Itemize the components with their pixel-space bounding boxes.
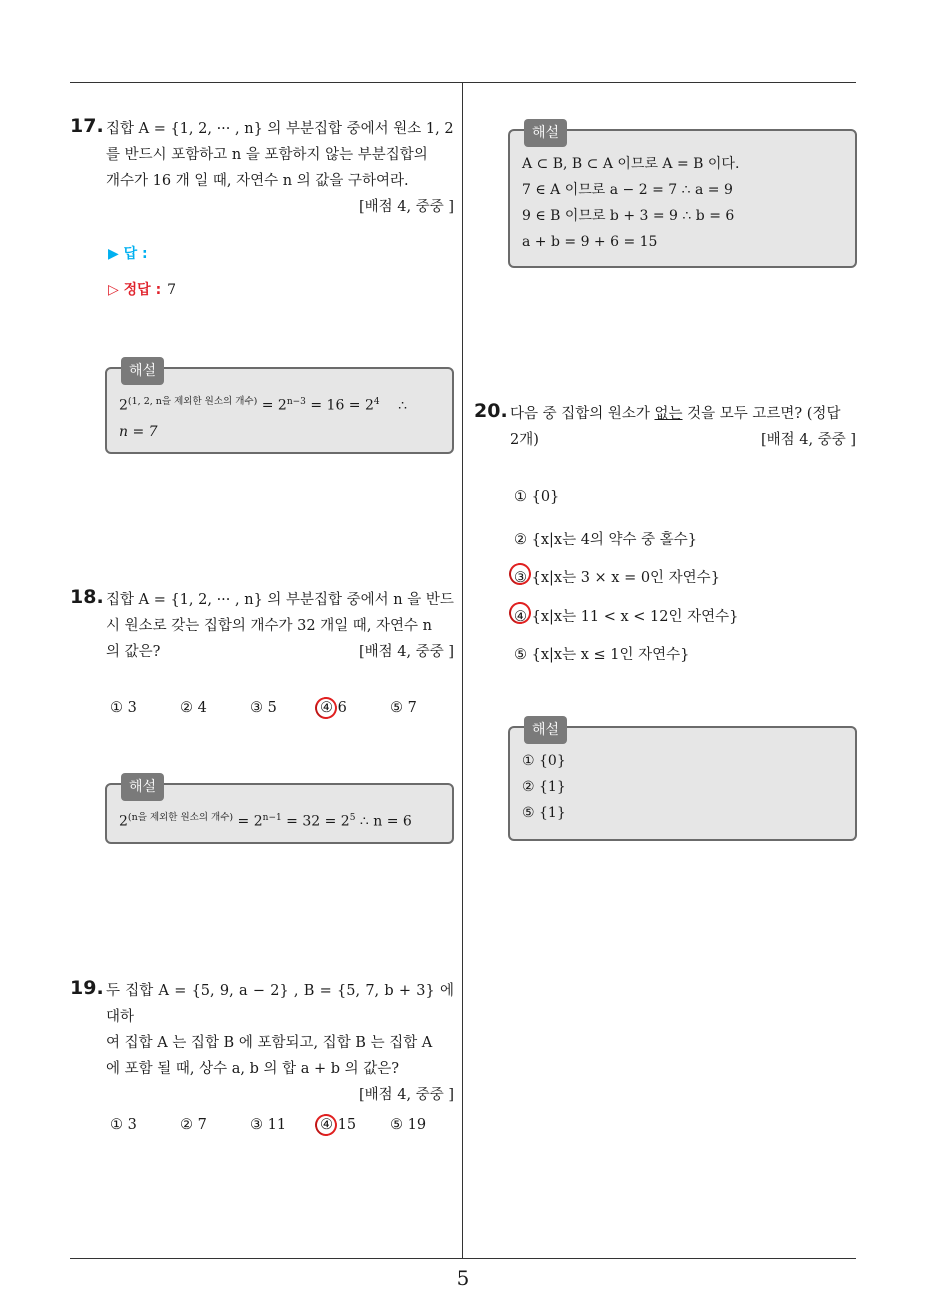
problem-text bbox=[510, 401, 856, 453]
expr-part: = 2 bbox=[233, 813, 263, 830]
score-label: [배점 4, 중중 ] bbox=[358, 1087, 454, 1103]
problem-line bbox=[510, 401, 856, 427]
choice-label: ④ 15 bbox=[320, 1117, 357, 1133]
problem-number: 17. bbox=[70, 115, 104, 137]
expr-exponent: 4 bbox=[373, 397, 380, 407]
choice-4[interactable] bbox=[320, 1117, 390, 1133]
problem-20 bbox=[474, 401, 856, 453]
choice-label: ④ {x|x는 11 < x < 12인 자연수} bbox=[514, 608, 739, 625]
explanation-tag: 해설 bbox=[524, 119, 567, 147]
explanation-line bbox=[119, 805, 440, 835]
choice-2[interactable]: ② 4 bbox=[180, 700, 207, 716]
expr-exponent: 5 bbox=[349, 813, 356, 823]
problem-line-text: 의 값은? bbox=[106, 644, 161, 660]
problem-line: 집합 A = {1, 2, ··· , n} 의 부분집합 중에서 원소 1, 2 bbox=[106, 121, 454, 137]
explanation-line: a + b = 9 + 6 = 15 bbox=[522, 234, 658, 250]
choices-20 bbox=[514, 489, 738, 682]
problem-line bbox=[106, 639, 454, 665]
problem-number: 20. bbox=[474, 400, 508, 422]
score-label: [배점 4, 중중 ] bbox=[358, 199, 454, 215]
explanation-line bbox=[119, 389, 440, 419]
explanation-box-20 bbox=[508, 722, 857, 841]
correct-answer-line bbox=[108, 279, 176, 299]
problem-19 bbox=[70, 978, 454, 1108]
expr-base: 2 bbox=[119, 813, 128, 830]
explanation-line: ① {0} bbox=[522, 753, 566, 769]
explanation-tag: 해설 bbox=[121, 773, 164, 801]
choice-label: ④ 6 bbox=[320, 700, 347, 716]
choices-19 bbox=[110, 1117, 460, 1133]
choice-5[interactable]: ⑤ {x|x는 x ≤ 1인 자연수} bbox=[514, 647, 690, 663]
explanation-box-17 bbox=[105, 363, 454, 454]
expr-part: = 16 = 2 bbox=[305, 397, 374, 414]
expr-part: ∴ n = 6 bbox=[355, 813, 412, 830]
explanation-line: ⑤ {1} bbox=[522, 805, 566, 821]
problem-line: 개수가 16 개 일 때, 자연수 n 의 값을 구하여라. bbox=[106, 173, 409, 189]
selected-circle-icon bbox=[312, 1111, 340, 1139]
choice-1[interactable]: ① 3 bbox=[110, 700, 137, 716]
explanation-tag: 해설 bbox=[121, 357, 164, 385]
choice-4[interactable] bbox=[514, 605, 738, 644]
score-label: [배점 4, 중중 ] bbox=[760, 432, 856, 448]
expr-exponent: n−3 bbox=[286, 397, 306, 407]
choice-3[interactable] bbox=[514, 566, 738, 605]
page-number: 5 bbox=[456, 1266, 470, 1290]
problem-text bbox=[106, 587, 454, 665]
choice-4[interactable] bbox=[320, 700, 390, 716]
explanation-box-18 bbox=[105, 779, 454, 844]
problem-text bbox=[106, 116, 454, 220]
choices-18 bbox=[110, 700, 460, 716]
problem-number: 19. bbox=[70, 977, 104, 999]
correct-label: ▷ 정답 : bbox=[108, 282, 162, 298]
explanation-line: n = 7 bbox=[119, 423, 158, 440]
choice-label: ③ {x|x는 3 × x = 0인 자연수} bbox=[514, 570, 720, 586]
problem-17 bbox=[70, 116, 454, 220]
explanation-line: ② {1} bbox=[522, 779, 566, 795]
problem-line: 를 반드시 포함하고 n 을 포함하지 않는 부분집합의 bbox=[106, 147, 428, 163]
expr-exponent: n−1 bbox=[262, 813, 282, 823]
explanation-line: 7 ∈ A 이므로 a − 2 = 7 ∴ a = 9 bbox=[522, 182, 733, 198]
answer-label: ▶ 답 : bbox=[108, 246, 148, 262]
correct-value: 7 bbox=[167, 282, 177, 298]
bottom-rule bbox=[70, 1258, 856, 1259]
expr-part: = 2 bbox=[257, 397, 287, 414]
problem-line-text: 것을 모두 고르면? (정답 bbox=[682, 406, 841, 422]
problem-line: 집합 A = {1, 2, ··· , n} 의 부분집합 중에서 n 을 반드 bbox=[106, 592, 454, 608]
problem-number: 18. bbox=[70, 586, 104, 608]
choice-3[interactable]: ③ 11 bbox=[250, 1117, 287, 1133]
problem-line-text: 다음 중 집합의 원소가 bbox=[510, 406, 655, 422]
problem-line-text: 2개) bbox=[510, 432, 539, 448]
choice-2[interactable]: ② 7 bbox=[180, 1117, 207, 1133]
problem-18 bbox=[70, 587, 454, 665]
explanation-line: A ⊂ B, B ⊂ A 이므로 A = B 이다. bbox=[522, 156, 740, 172]
underlined-word: 없는 bbox=[654, 406, 683, 422]
selected-circle-icon bbox=[312, 694, 340, 722]
problem-line bbox=[510, 427, 856, 453]
explanation-line: 9 ∈ B 이므로 b + 3 = 9 ∴ b = 6 bbox=[522, 208, 735, 224]
score-label: [배점 4, 중중 ] bbox=[358, 644, 454, 660]
expr-base: 2 bbox=[119, 397, 128, 414]
problem-line: 시 원소로 갖는 집합의 개수가 32 개일 때, 자연수 n bbox=[106, 618, 433, 634]
choice-1[interactable]: ① 3 bbox=[110, 1117, 137, 1133]
explanation-box-19 bbox=[508, 125, 857, 268]
choice-3[interactable]: ③ 5 bbox=[250, 700, 277, 716]
answer-line bbox=[108, 243, 148, 263]
choice-2[interactable]: ② {x|x는 4의 약수 중 홀수} bbox=[514, 531, 698, 548]
expr-exponent: (1, 2, n을 제외한 원소의 개수) bbox=[127, 396, 258, 407]
problem-line: 여 집합 A 는 집합 B 에 포함되고, 집합 B 는 집합 A bbox=[106, 1035, 433, 1051]
problem-text bbox=[106, 978, 454, 1108]
problem-line: 에 포함 될 때, 상수 a, b 의 합 a + b 의 값은? bbox=[106, 1061, 399, 1077]
choice-5[interactable]: ⑤ 7 bbox=[390, 700, 417, 716]
column-divider bbox=[462, 83, 463, 1258]
choice-1[interactable]: ① {0} bbox=[514, 489, 560, 505]
therefore-symbol: ∴ bbox=[398, 397, 407, 414]
expr-exponent: (n을 제외한 원소의 개수) bbox=[127, 812, 234, 823]
top-rule bbox=[70, 82, 856, 83]
expr-part: = 32 = 2 bbox=[281, 813, 350, 830]
problem-line: 두 집합 A = {5, 9, a − 2} , B = {5, 7, b + 3} 에 대하 bbox=[106, 983, 454, 1025]
choice-5[interactable]: ⑤ 19 bbox=[390, 1117, 427, 1133]
explanation-tag: 해설 bbox=[524, 716, 567, 744]
